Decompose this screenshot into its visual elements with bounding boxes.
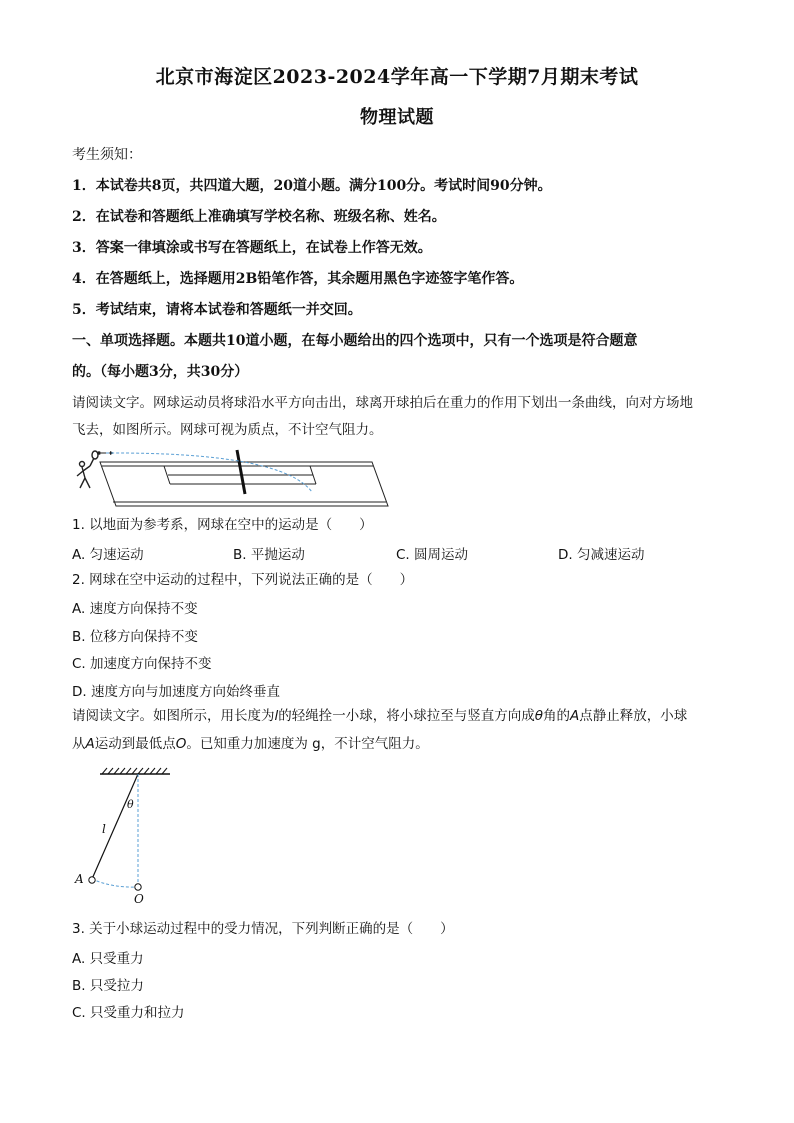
swing-arc: [92, 879, 138, 887]
q2-option-c[interactable]: C. 加速度方向保持不变: [72, 656, 212, 672]
ceiling-support: [100, 768, 170, 774]
section-heading-line2: 的。（每小题3分，共30分）: [72, 364, 249, 380]
q1-option-a[interactable]: A. 匀速运动: [72, 547, 144, 563]
notice-item-1: 1．本试卷共8页，共四道大题，20道小题。满分100分。考试时间90分钟。: [72, 178, 552, 194]
passage2-line1: [72, 706, 734, 726]
section-heading-line1: 一、单项选择题。本题共10道小题，在每小题给出的四个选项中，只有一个选项是符合题意: [72, 333, 638, 349]
notice-item-3: 3．答案一律填涂或书写在答题纸上，在试卷上作答无效。: [72, 240, 432, 256]
var-l: l: [274, 708, 279, 724]
passage2-text-1d: 点静止释放，小球: [579, 708, 688, 724]
q1-option-c[interactable]: C. 圆周运动: [396, 547, 469, 563]
exam-subtitle: 物理试题: [360, 107, 434, 128]
passage2-text-1b: 的轻绳拴一小球，将小球拉至与竖直方向成: [278, 708, 535, 724]
notice-item-2: 2．在试卷和答题纸上准确填写学校名称、班级名称、姓名。: [72, 209, 446, 225]
label-a: A: [75, 872, 84, 886]
label-o: O: [134, 892, 144, 906]
label-l: l: [102, 822, 106, 836]
label-theta: θ: [127, 798, 134, 811]
q2-option-b[interactable]: B. 位移方向保持不变: [72, 629, 198, 645]
ball-at-o: [135, 884, 141, 890]
ball-trajectory: [106, 453, 312, 492]
q2-stem: 2. 网球在空中运动的过程中，下列说法正确的是（ ）: [72, 572, 414, 588]
passage2-text-1c: 角的: [543, 708, 571, 724]
passage1-line2: 飞去，如图所示。网球可视为质点，不计空气阻力。: [72, 422, 383, 438]
tennis-court-figure: [72, 448, 392, 508]
passage2-text-2b: 运动到最低点: [94, 736, 176, 752]
pendulum-figure: [70, 760, 190, 905]
notice-item-5: 5．考试结束，请将本试卷和答题纸一并交回。: [72, 302, 362, 318]
q1-option-b[interactable]: B. 平抛运动: [233, 547, 305, 563]
passage2-line2: [72, 734, 734, 754]
q2-option-a[interactable]: A. 速度方向保持不变: [72, 601, 198, 617]
ball-at-a: [89, 877, 95, 883]
q3-option-b[interactable]: B. 只受拉力: [72, 978, 144, 994]
q3-stem: 3. 关于小球运动过程中的受力情况，下列判断正确的是（ ）: [72, 921, 454, 937]
q1-option-d[interactable]: D. 匀减速运动: [558, 547, 645, 563]
passage2-text-2a: 从: [72, 736, 86, 752]
passage2-text-1a: 请阅读文字。如图所示，用长度为: [72, 708, 275, 724]
var-o: O: [175, 736, 187, 752]
exam-title: 北京市海淀区2023-2024学年高一下学期7月期末考试: [155, 66, 639, 88]
q3-option-c[interactable]: C. 只受重力和拉力: [72, 1005, 185, 1021]
passage1-line1: 请阅读文字。网球运动员将球沿水平方向击出，球离开球拍后在重力的作用下划出一条曲线，向对方场地: [72, 395, 693, 411]
var-a: A: [570, 708, 580, 724]
pendulum-string: [92, 774, 138, 879]
var-a-2: A: [85, 736, 95, 752]
tennis-player-icon: [77, 451, 98, 488]
tennis-net: [237, 450, 245, 494]
notice-heading: 考生须知：: [72, 147, 142, 163]
q2-option-d[interactable]: D. 速度方向与加速度方向始终垂直: [72, 684, 280, 700]
var-theta: θ: [534, 708, 544, 724]
passage2-text-2c: 。已知重力加速度为 g，不计空气阻力。: [186, 736, 429, 752]
q1-stem: 1. 以地面为参考系，网球在空中的运动是（ ）: [72, 517, 373, 533]
q3-option-a[interactable]: A. 只受重力: [72, 951, 144, 967]
notice-item-4: 4．在答题纸上，选择题用2B铅笔作答，其余题用黑色字迹签字笔作答。: [72, 271, 524, 287]
